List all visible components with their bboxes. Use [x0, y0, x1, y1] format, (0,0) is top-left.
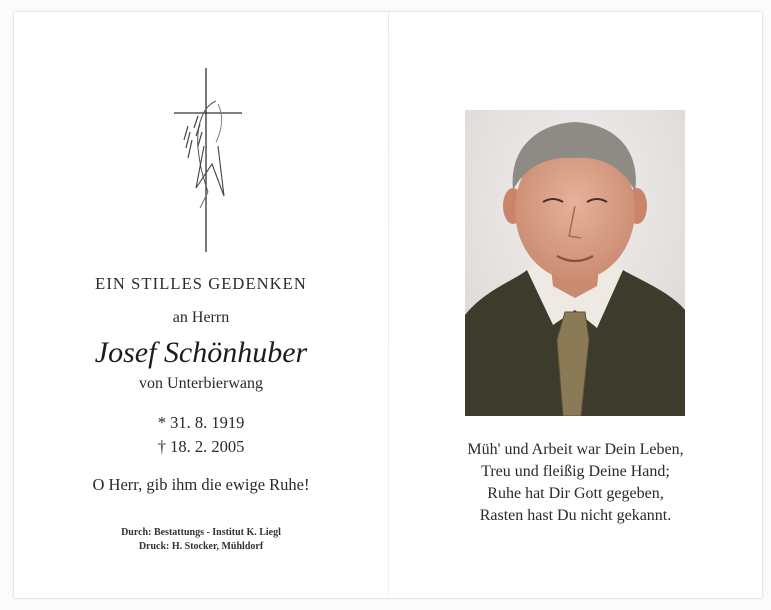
verse-line: Ruhe hat Dir Gott gegeben,: [487, 485, 664, 502]
dedication-line: an Herrn: [172, 309, 230, 326]
portrait-photo: [465, 110, 685, 416]
deceased-name: Josef Schönhuber: [94, 336, 308, 369]
origin-line: von Unterbierwang: [139, 375, 263, 392]
undertaker-credit: Durch: Bestattungs - Institut K. Liegl: [121, 527, 281, 538]
life-dates: [14, 411, 388, 459]
left-panel: [14, 12, 388, 598]
memorial-verse: [389, 439, 762, 527]
verse-line: Rasten hast Du nicht gekannt.: [479, 507, 672, 524]
memorial-card: [14, 12, 762, 598]
death-date: † 18. 2. 2005: [157, 437, 245, 456]
memorial-heading: EIN STILLES GEDENKEN: [95, 274, 307, 293]
print-credits: [14, 526, 388, 554]
cross-with-wheat-icon: [174, 68, 246, 253]
printer-credit: Druck: H. Stocker, Mühldorf: [138, 541, 264, 552]
prayer-line: O Herr, gib ihm die ewige Ruhe!: [92, 475, 310, 494]
portrait-image: [465, 110, 685, 416]
verse-line: Müh' und Arbeit war Dein Leben,: [467, 441, 684, 458]
verse-line: Treu und fleißig Deine Hand;: [481, 463, 670, 480]
birth-date: * 31. 8. 1919: [157, 413, 245, 432]
